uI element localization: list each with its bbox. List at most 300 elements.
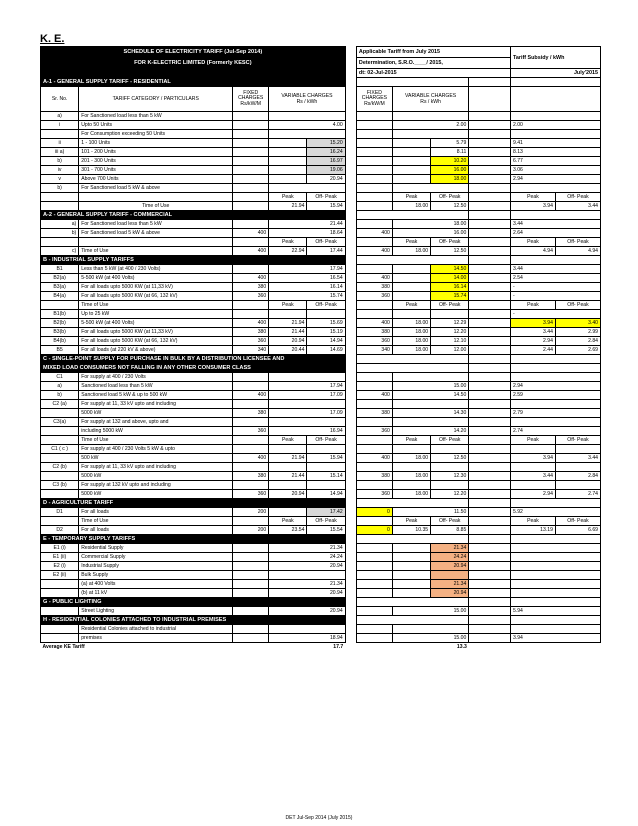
table-cell [356,256,468,265]
average-tariff-label: Average KE Tariff [42,644,85,650]
table-cell: 15.94 [307,202,345,211]
table-cell: 400 [233,391,269,400]
table-cell [469,220,511,229]
table-cell [469,292,511,301]
table-cell [356,373,392,382]
table-cell: 360 [356,490,392,499]
table-row [41,319,601,328]
table-row [41,364,601,373]
table-cell [356,355,468,364]
table-cell: 11.50 [392,508,468,517]
table-cell [356,634,392,643]
table-cell: B1(b) [41,310,79,319]
table-cell: 22.94 [269,247,307,256]
table-cell: 360 [356,337,392,346]
table-cell [233,544,269,553]
table-cell [41,634,79,643]
table-cell: 3.94 [510,454,555,463]
table-cell [555,481,600,490]
table-cell [469,418,511,427]
table-cell: Off- Peak [555,517,600,526]
section-h: H - RESIDENTIAL COLONIES ATTACHED TO INDUSTRIAL PREMISES [41,616,346,625]
table-cell [469,571,511,580]
table-cell [233,481,269,490]
table-row [41,139,601,148]
table-cell [392,373,468,382]
table-cell: 200 [233,526,269,535]
table-cell: 360 [233,292,269,301]
table-cell [392,418,468,427]
table-cell [510,355,600,364]
table-cell: Time of Use [79,436,233,445]
table-cell: Off- Peak [431,193,469,202]
table-cell: 380 [233,328,269,337]
header-row-1 [41,47,601,58]
table-cell [555,463,600,472]
table-row [41,238,601,247]
table-cell: Off- Peak [555,436,600,445]
table-cell: E2 (ii) [41,571,79,580]
page-footer: DET Jul-Sep 2014 (July 2015) [285,815,353,821]
table-cell [356,499,468,508]
column-header-row [41,87,601,112]
table-cell: b) [41,184,79,193]
table-cell: Off- Peak [307,301,345,310]
table-row [41,355,601,364]
table-cell [41,436,79,445]
table-cell [510,78,600,87]
table-cell: B2(b) [41,319,79,328]
table-cell: 400 [356,274,392,283]
table-cell: 340 [356,346,392,355]
table-cell [356,112,392,121]
table-cell: Peak [392,436,430,445]
table-cell: 20.94 [269,562,345,571]
table-cell [345,175,356,184]
table-cell: For Consumption exceeding 50 Units [79,130,233,139]
table-cell [345,148,356,157]
table-cell: 500 kW [79,454,233,463]
table-cell: 5000 kW [79,472,233,481]
table-cell [345,427,356,436]
table-cell: 21.44 [269,472,307,481]
table-cell [469,508,511,517]
table-cell [345,553,356,562]
table-row [41,535,601,544]
table-cell [345,346,356,355]
table-cell [233,553,269,562]
table-cell: Off- Peak [431,238,469,247]
table-row [41,499,601,508]
table-cell [469,535,511,544]
table-cell [392,481,430,490]
table-cell [510,130,600,139]
table-cell [469,229,511,238]
table-cell: 15.94 [307,454,345,463]
table-cell: For all loads upto 5000 KW (at 66, 132 kV) [79,337,233,346]
table-cell [356,301,392,310]
table-cell [356,211,468,220]
table-cell: 15.19 [307,328,345,337]
table-cell [469,301,511,310]
table-cell: 20.94 [431,562,469,571]
table-cell [356,544,392,553]
table-cell: 24.24 [269,553,345,562]
table-cell [269,310,307,319]
table-cell: B4(a) [41,292,79,301]
table-cell: 15.00 [392,382,468,391]
tariff-table [40,46,601,651]
table-cell [269,112,345,121]
table-cell: - [510,292,600,301]
table-cell [345,328,356,337]
table-cell [392,310,430,319]
table-cell [469,78,511,87]
table-cell: 2.69 [555,346,600,355]
table-cell [356,157,392,166]
table-cell: 15.00 [392,634,468,643]
table-cell: 380 [233,283,269,292]
table-cell [233,148,269,157]
table-cell [345,112,356,121]
table-cell: C2 (b) [41,463,79,472]
table-cell [345,382,356,391]
table-cell [356,175,392,184]
table-cell [510,463,555,472]
table-cell [469,211,511,220]
table-cell [469,274,511,283]
table-cell: b) [41,229,79,238]
table-cell [510,589,600,598]
table-cell: 2.99 [555,328,600,337]
table-cell: Peak [510,301,555,310]
table-cell [392,580,430,589]
table-cell: 14.00 [431,274,469,283]
table-cell: 380 [356,472,392,481]
table-cell: E1 (i) [41,544,79,553]
table-cell: 17.09 [269,409,345,418]
table-row [41,247,601,256]
table-cell [510,364,600,373]
table-row [41,283,601,292]
table-cell: 3.94 [510,634,600,643]
table-cell: Peak [269,238,307,247]
table-cell [356,571,392,580]
table-cell [356,463,392,472]
table-cell [392,625,468,634]
table-cell [345,211,356,220]
table-cell [345,598,356,607]
table-row [41,562,601,571]
table-cell: 8.11 [431,148,469,157]
table-cell [392,148,430,157]
table-cell: 400 [233,229,269,238]
table-cell: 400 [356,319,392,328]
table-cell [345,562,356,571]
table-cell: 4.00 [269,121,345,130]
table-cell: Peak [269,436,307,445]
table-cell: c) [41,247,79,256]
table-cell [345,409,356,418]
table-cell: 2.00 [392,121,468,130]
table-cell [345,436,356,445]
table-cell: 3.44 [510,220,600,229]
table-cell [233,202,269,211]
table-cell [510,571,600,580]
table-cell [356,643,392,652]
section-a1: A-1 - GENERAL SUPPLY TARIFF - RESIDENTIAL [41,78,346,87]
table-cell [233,625,269,634]
table-cell [269,130,345,139]
table-cell [356,580,392,589]
table-cell: 2.59 [510,391,600,400]
table-cell [41,625,79,634]
table-cell: Bulk Supply [79,571,233,580]
table-cell: 2.74 [510,427,600,436]
col-variable-charges: VARIABLE CHARGES Rs / kWh [269,87,345,112]
table-cell: Residential Supply [79,544,233,553]
table-cell [233,445,269,454]
table-cell: Sanctioned load 5 kW & up to 500 kW [79,391,233,400]
table-cell [392,112,468,121]
table-cell: 21.94 [269,319,307,328]
section-g: G - PUBLIC LIGHTING [41,598,346,607]
table-cell [392,166,430,175]
table-cell [345,157,356,166]
table-cell: Commercial Supply [79,553,233,562]
table-cell: 3.94 [510,319,555,328]
table-cell [392,130,468,139]
table-cell [510,445,555,454]
table-cell [392,562,430,571]
applicable-tariff-date: dt: 02-Jul-2015 [356,69,510,78]
table-cell: 3.44 [510,328,555,337]
table-cell [469,625,511,634]
table-cell: 2.00 [510,121,600,130]
table-cell: For supply at 400 / 230 Volts 5 kW & upto [79,445,233,454]
table-cell [469,157,511,166]
table-cell [269,508,307,517]
table-cell [356,418,392,427]
table-row [41,148,601,157]
table-cell: Off- Peak [555,193,600,202]
table-cell [345,166,356,175]
table-row [41,481,601,490]
table-cell [431,445,469,454]
table-row [41,580,601,589]
table-cell: 101 - 200 Units [79,148,233,157]
table-cell: Peak [510,436,555,445]
table-cell [356,238,392,247]
table-cell: 400 [356,454,392,463]
table-cell: 16.97 [307,157,345,166]
table-row [41,166,601,175]
section-c-line1: C - SINGLE-POINT SUPPLY FOR PURCHASE IN BULK BY A DISTRIBUTION LICENSEE AND [41,355,346,364]
table-cell: a) [41,112,79,121]
table-cell: 20.94 [307,175,345,184]
table-cell: 18.00 [392,247,430,256]
table-cell: For all loads upto 5000 KW (at 11,33 kV) [79,283,233,292]
table-row [41,382,601,391]
table-cell: Peak [510,517,555,526]
table-cell [345,69,356,78]
section-e: E - TEMPORARY SUPPLY TARIFFS [41,535,346,544]
table-cell [469,553,511,562]
table-cell [79,193,233,202]
table-cell [233,175,269,184]
table-cell [469,238,511,247]
table-cell [345,184,356,193]
table-cell: 360 [356,427,392,436]
table-cell: iv [41,166,79,175]
table-cell [469,166,511,175]
table-cell [345,130,356,139]
table-cell [392,571,430,580]
table-cell: For supply at 400 / 230 Volts [79,373,233,382]
table-cell [345,47,356,58]
table-cell [469,517,511,526]
average-tariff-row [41,643,601,652]
table-cell: 14.50 [431,265,469,274]
table-cell [233,157,269,166]
table-cell [79,238,233,247]
section-a1-row [41,78,601,87]
table-cell: 21.34 [431,580,469,589]
table-cell: 18.00 [431,175,469,184]
table-cell: 17.42 [307,508,345,517]
table-cell: 18.94 [269,634,345,643]
table-cell: 380 [233,409,269,418]
table-cell: For supply at 132 kV upto and including [79,481,233,490]
table-cell [233,517,269,526]
table-cell: 2.64 [510,229,600,238]
table-cell: 400 [233,454,269,463]
table-cell [233,112,269,121]
table-cell [356,445,392,454]
table-cell [269,445,307,454]
table-row [41,598,601,607]
table-cell: Above 700 Units [79,175,233,184]
table-cell [392,139,430,148]
table-cell [345,526,356,535]
table-cell [269,157,307,166]
table-cell [233,571,269,580]
table-cell: 17.09 [269,391,345,400]
table-cell [269,481,307,490]
table-cell: 360 [356,292,392,301]
table-cell: (a) at 400 Volts [79,580,233,589]
table-cell: Peak [269,517,307,526]
table-cell [356,265,392,274]
table-cell: 14.69 [307,346,345,355]
table-cell [41,517,79,526]
table-cell: C3(a) [41,418,79,427]
table-cell [392,400,468,409]
table-cell [345,544,356,553]
table-cell [356,121,392,130]
table-row [41,175,601,184]
table-cell: Upto 50 Units [79,121,233,130]
table-cell [269,625,345,634]
table-cell: 18.64 [269,229,345,238]
table-cell: 3.44 [555,454,600,463]
table-cell: 200 [233,508,269,517]
table-cell: C1 ( c ) [41,445,79,454]
table-cell [510,598,600,607]
table-cell: 3.44 [510,472,555,481]
table-cell: D2 [41,526,79,535]
table-cell [345,292,356,301]
table-cell: 380 [233,472,269,481]
table-cell [469,346,511,355]
table-cell [233,562,269,571]
table-cell: 340 [233,346,269,355]
table-cell: 16.14 [431,283,469,292]
table-cell: Residential Colonies attached to industrial [79,625,233,634]
table-cell: 24.24 [431,553,469,562]
table-cell [41,130,79,139]
table-cell: 18.00 [392,202,430,211]
table-cell [510,616,600,625]
table-cell [345,193,356,202]
table-cell: 20.94 [269,490,307,499]
table-cell [345,472,356,481]
table-cell [469,184,511,193]
table-cell: 14.94 [307,490,345,499]
table-cell: v [41,175,79,184]
table-cell: (b) at 11 kV [79,589,233,598]
table-cell: Peak [392,193,430,202]
table-cell: Off- Peak [307,193,345,202]
table-cell [233,436,269,445]
table-row [41,292,601,301]
table-cell: Off- Peak [555,301,600,310]
schedule-title-2: FOR K-ELECTRIC LIMITED (Formerly KESC) [41,58,346,69]
table-cell [356,436,392,445]
table-cell [431,310,469,319]
table-cell: Industrial Supply [79,562,233,571]
table-cell [345,481,356,490]
table-cell [356,202,392,211]
table-cell [510,580,600,589]
table-row [41,229,601,238]
table-cell: 15.69 [307,319,345,328]
table-row [41,445,601,454]
table-cell: 6.69 [555,526,600,535]
table-cell: 5000 kW [79,490,233,499]
table-cell: 4.94 [555,247,600,256]
table-cell [345,58,356,69]
table-cell [269,571,345,580]
table-cell: 15.14 [307,472,345,481]
table-cell: 15.74 [431,292,469,301]
table-cell: For supply at 11, 33 kV upto and including [79,400,233,409]
table-cell [345,247,356,256]
applicable-tariff-line2: Determination, S.R.O.____/ 2015, [356,58,510,69]
table-cell: 20.94 [269,589,345,598]
table-cell: 1 - 100 Units [79,139,233,148]
table-cell [233,238,269,247]
table-cell: 16.00 [431,166,469,175]
table-cell: Off- Peak [307,238,345,247]
table-cell: 360 [233,337,269,346]
table-cell: 23.54 [269,526,307,535]
col-fixed-charges: FIXED CHARGES Rs/kW/M [233,87,269,112]
table-cell [356,625,392,634]
table-cell: ii [41,139,79,148]
table-cell: Less than 5 kW (at 400 / 230 Volts) [79,265,233,274]
table-cell: 21.34 [269,544,345,553]
